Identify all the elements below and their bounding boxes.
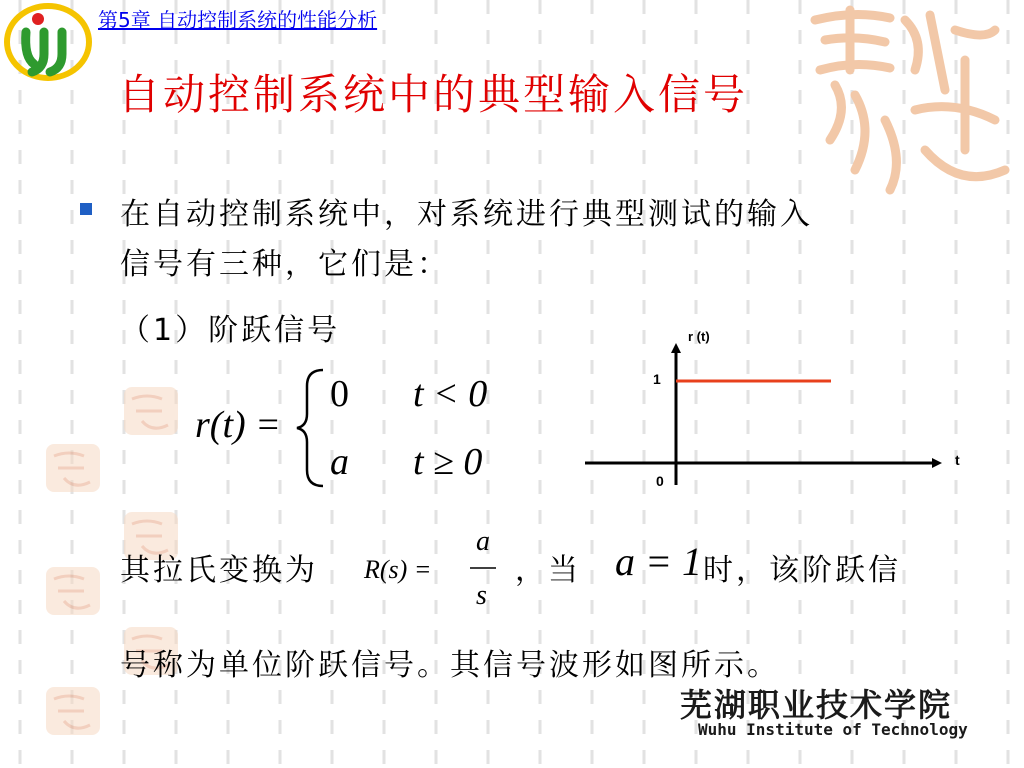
laplace-denominator: s <box>476 580 487 611</box>
left-brace <box>297 370 323 486</box>
origin-label: 0 <box>656 473 664 489</box>
x-axis-label: t <box>955 452 960 468</box>
case1-condition: t < 0 <box>413 373 488 415</box>
y-tick-label: 1 <box>653 371 661 387</box>
case1-value: 0 <box>330 373 349 415</box>
case2-condition: t ≥ 0 <box>413 441 483 483</box>
chapter-heading[interactable]: 第5章 自动控制系统的性能分析 <box>98 8 378 32</box>
intro-line-1: 在自动控制系统中，对系统进行典型测试的输入 <box>120 197 813 232</box>
school-logo-text <box>680 680 980 760</box>
x-axis-arrow <box>932 458 942 468</box>
step-waveform-chart <box>580 325 980 500</box>
stamp-decoration <box>122 385 180 437</box>
unit-step-sentence: 号称为单位阶跃信号。其信号波形如图所示。 <box>120 648 780 683</box>
bullet-icon <box>80 203 92 215</box>
y-axis-arrow <box>671 343 681 353</box>
laplace-numerator: a <box>476 526 490 557</box>
stamp-decoration <box>44 565 102 617</box>
school-name-en: Wuhu Institute of Technology <box>698 720 968 739</box>
laplace-formula <box>360 522 500 614</box>
step-function-formula <box>195 362 515 492</box>
school-name-cn: 芜湖职业技术学院 <box>680 686 953 724</box>
y-axis-label: r (t) <box>688 329 710 344</box>
a-equals-one: a = 1 <box>615 539 702 584</box>
stamp-decoration <box>44 685 102 737</box>
laplace-lhs: R(s) = <box>364 555 432 584</box>
step-signal-heading: （1）阶跃信号 <box>120 313 341 348</box>
page-title: 自动控制系统中的典型输入信号 <box>118 70 749 119</box>
case2-value: a <box>330 441 349 483</box>
then-text: 时，该阶跃信 <box>703 553 901 588</box>
intro-line-2: 信号有三种，它们是： <box>120 247 450 282</box>
when-text: ，当 <box>515 553 581 588</box>
stamp-decoration <box>44 442 102 494</box>
calligraphy-decoration <box>795 0 1020 200</box>
intro-paragraph <box>120 190 960 290</box>
laplace-prefix: 其拉氏变换为 <box>120 553 318 588</box>
formula-lhs: r(t) = <box>195 404 281 446</box>
college-logo <box>4 2 92 82</box>
